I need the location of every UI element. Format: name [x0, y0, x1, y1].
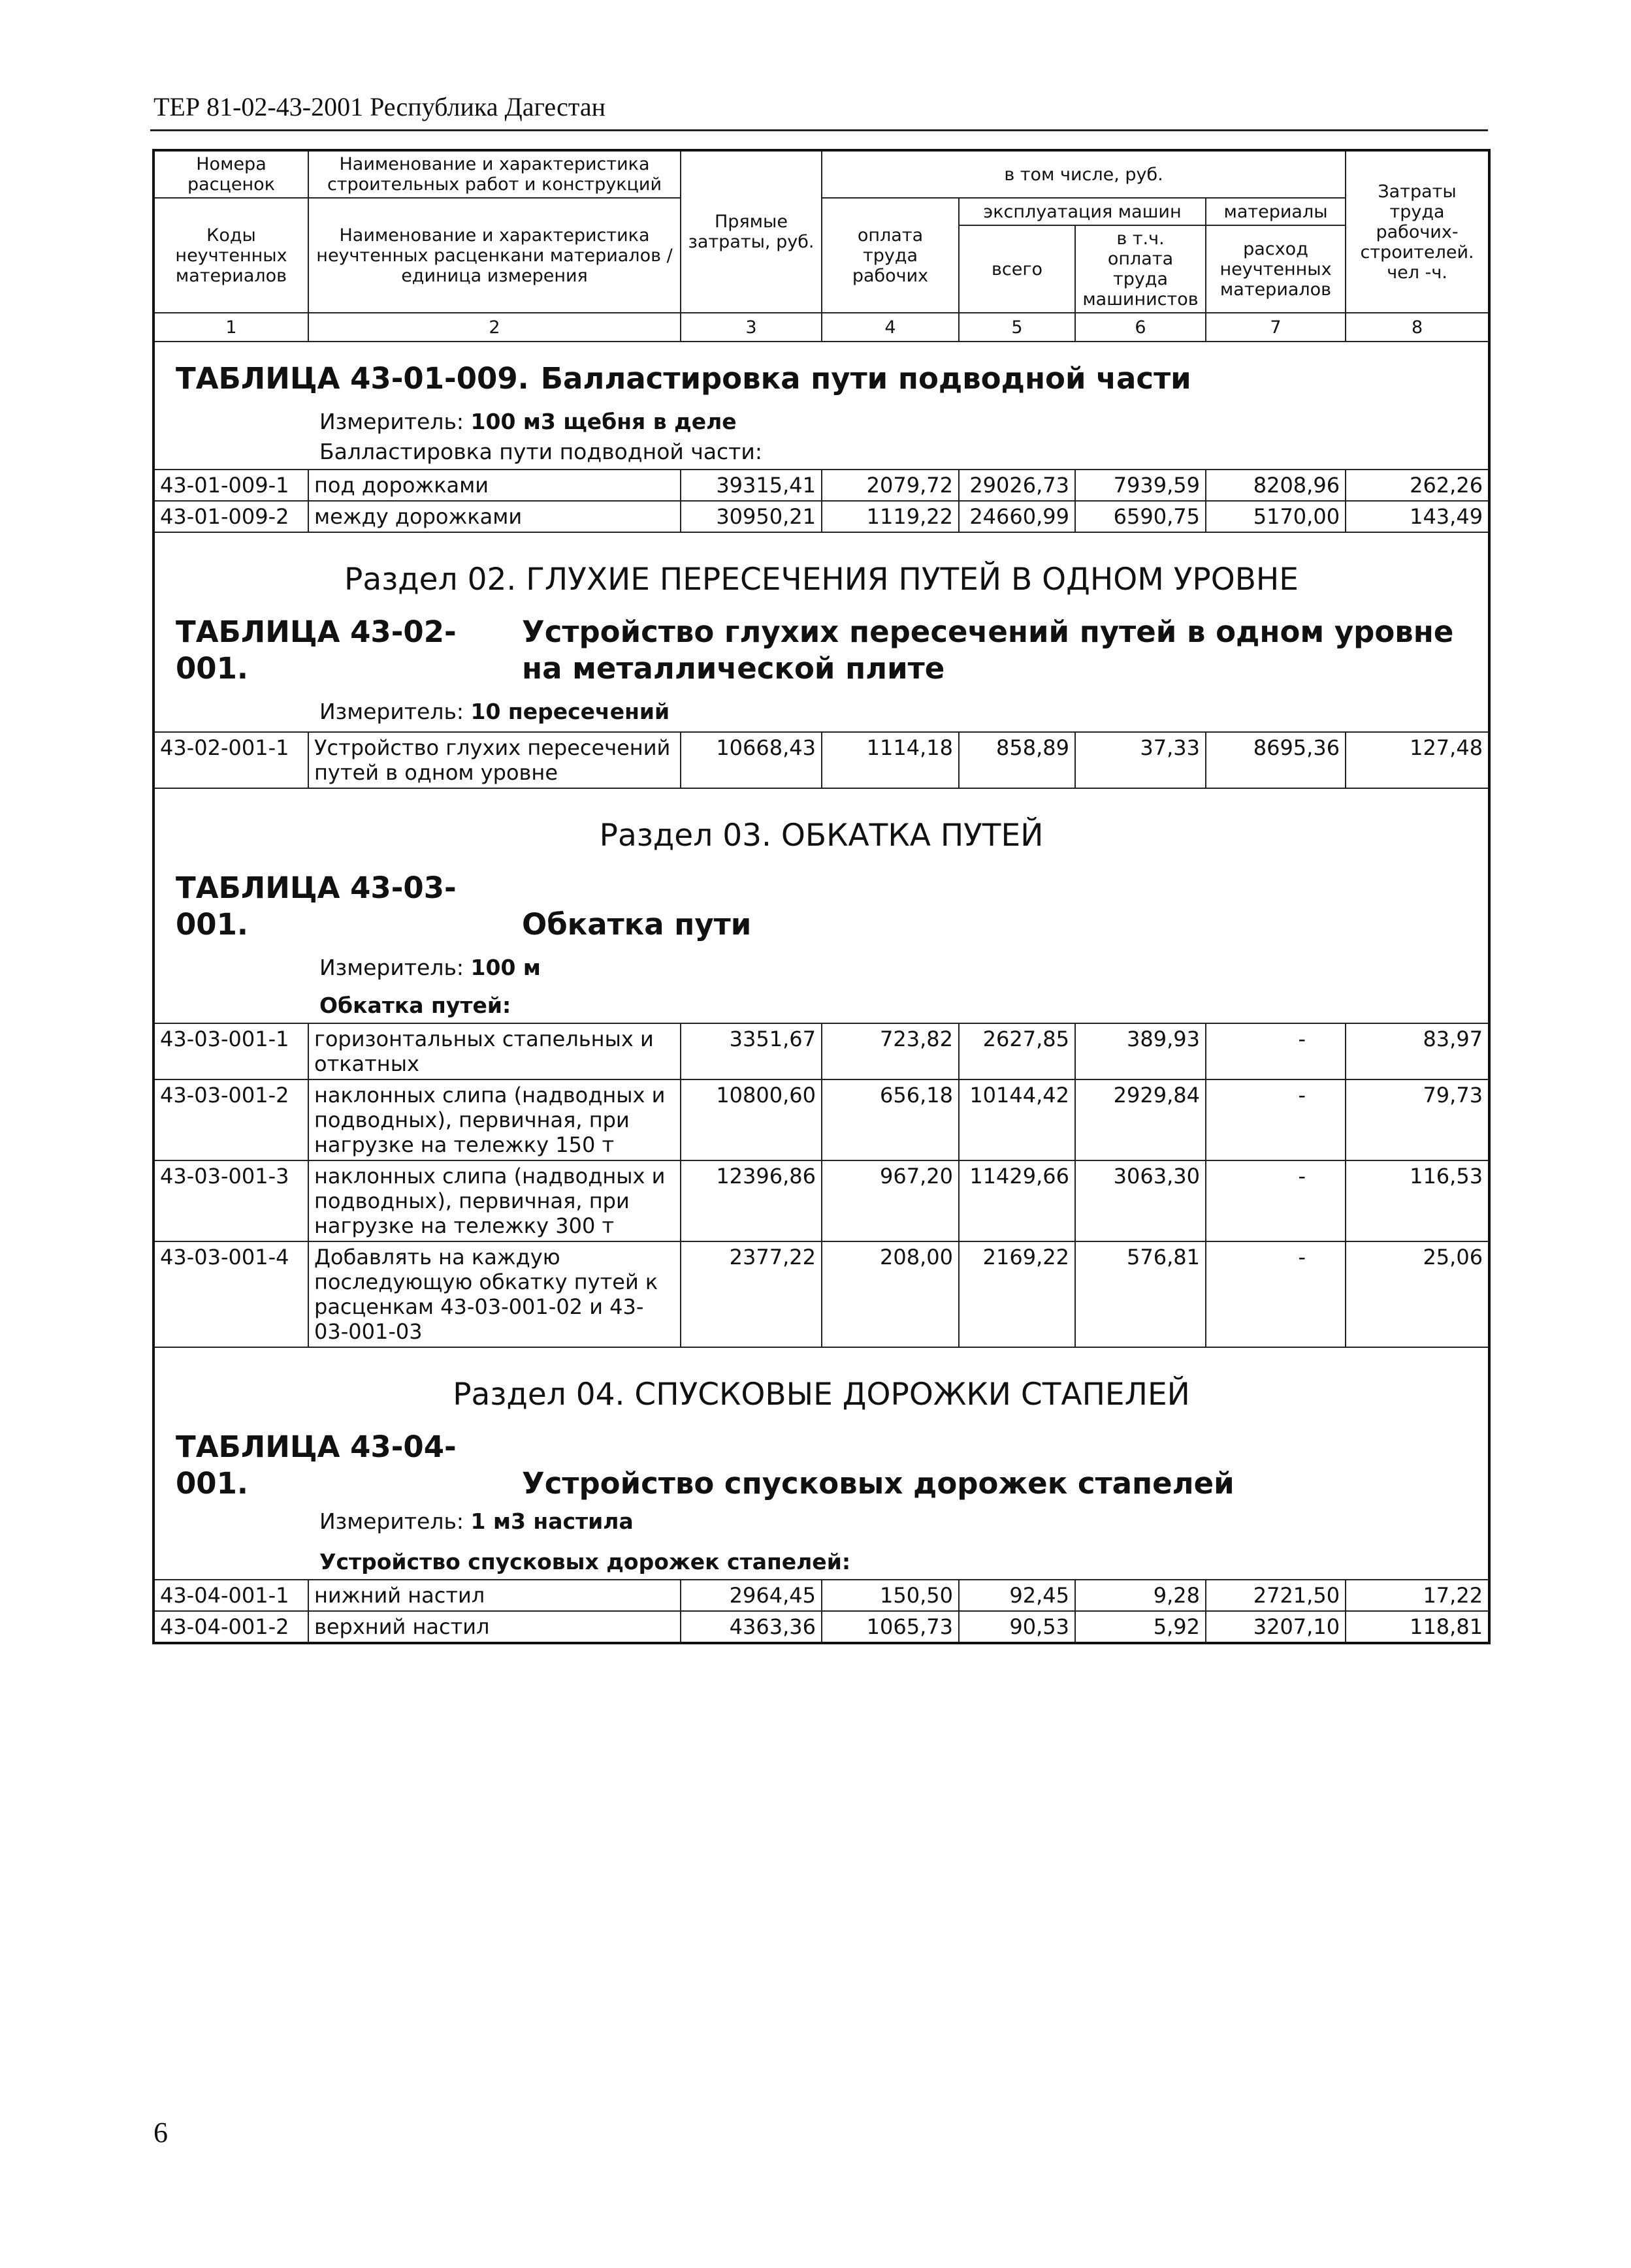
cell-labor: 262,26: [1346, 470, 1489, 501]
table-title: ТАБЛИЦА 43-02-001.Устройство глухих пересечений путей в одном уровне на металлической плите: [176, 615, 1454, 686]
col-num-8: 8: [1346, 313, 1489, 342]
cell-direct: 2377,22: [681, 1241, 822, 1347]
cell-labor: 127,48: [1346, 732, 1489, 788]
cell-direct: 4363,36: [681, 1611, 822, 1643]
col-num-5: 5: [959, 313, 1075, 342]
cell-labor: 25,06: [1346, 1241, 1489, 1347]
table-row: [153, 1611, 1489, 1643]
cell-machinists: 2929,84: [1075, 1079, 1206, 1160]
cell-materials: 5170,00: [1206, 501, 1346, 532]
cell-direct: 30950,21: [681, 501, 822, 532]
measure-unit: Измеритель: 1 м3 настила: [319, 1509, 634, 1534]
section-03-block: [153, 788, 1489, 1023]
row-name: под дорожками: [308, 470, 681, 501]
col-num-7: 7: [1206, 313, 1346, 342]
machines-header: эксплуатация машин: [959, 198, 1206, 225]
cell-direct: 10668,43: [681, 732, 822, 788]
table-row: [153, 1023, 1489, 1079]
cell-direct: 10800,60: [681, 1079, 822, 1160]
cell-direct: 12396,86: [681, 1160, 822, 1241]
section-title: Раздел 03. ОБКАТКА ПУТЕЙ: [599, 818, 1044, 854]
cell-labor: 118,81: [1346, 1611, 1489, 1643]
cell-machines: 2169,22: [959, 1241, 1075, 1347]
materials-header: материалы: [1206, 198, 1346, 225]
page-number: 6: [153, 2116, 168, 2148]
cell-machines: 24660,99: [959, 501, 1075, 532]
table-row: [153, 732, 1489, 788]
col-codes-header: Номера расценок: [153, 150, 308, 198]
cell-machines: 92,45: [959, 1580, 1075, 1611]
cell-direct: 39315,41: [681, 470, 822, 501]
cell-machinists: 37,33: [1075, 732, 1206, 788]
cell-machines: 29026,73: [959, 470, 1075, 501]
row-code: 43-04-001-1: [153, 1580, 308, 1611]
cell-machines: 10144,42: [959, 1079, 1075, 1160]
table-row: [153, 1241, 1489, 1347]
row-code: 43-01-009-1: [153, 470, 308, 501]
cell-materials: -: [1206, 1241, 1346, 1347]
cell-labor: 17,22: [1346, 1580, 1489, 1611]
cell-materials: -: [1206, 1023, 1346, 1079]
cell-wages: 1114,18: [822, 732, 959, 788]
cell-machinists: 576,81: [1075, 1241, 1206, 1347]
cell-wages: 723,82: [822, 1023, 959, 1079]
cell-direct: 3351,67: [681, 1023, 822, 1079]
section-title: Раздел 02. ГЛУХИЕ ПЕРЕСЕЧЕНИЯ ПУТЕЙ В ОДНОМ УРОВНЕ: [344, 562, 1299, 598]
cell-machinists: 3063,30: [1075, 1160, 1206, 1241]
row-name: нижний настил: [308, 1580, 681, 1611]
table-row: [153, 1580, 1489, 1611]
col-material-name-header: Наименование и характеристика неучтенных расценкани материалов / единица измерения: [308, 198, 681, 313]
table-43-01-009-block: [153, 342, 1489, 470]
cell-machinists: 5,92: [1075, 1611, 1206, 1643]
cell-machines: 858,89: [959, 732, 1075, 788]
cell-labor: 83,97: [1346, 1023, 1489, 1079]
cell-direct: 2964,45: [681, 1580, 822, 1611]
table-row: [153, 1079, 1489, 1160]
cell-machines: 2627,85: [959, 1023, 1075, 1079]
col-num-2: 2: [308, 313, 681, 342]
cell-labor: 79,73: [1346, 1079, 1489, 1160]
table-row: [153, 501, 1489, 532]
row-code: 43-03-001-3: [153, 1160, 308, 1241]
col-num-6: 6: [1075, 313, 1206, 342]
col-machines-total-header: всего: [959, 225, 1075, 313]
section-02-block: [153, 532, 1489, 732]
col-material-codes-header: Коды неучтенных материалов: [153, 198, 308, 313]
table-row: [153, 1160, 1489, 1241]
row-name: между дорожками: [308, 501, 681, 532]
cell-machinists: 389,93: [1075, 1023, 1206, 1079]
table-title: ТАБЛИЦА 43-03-001. Обкатка пути: [176, 870, 752, 942]
page-header: ТЕР 81-02-43-2001 Республика Дагестан: [153, 92, 606, 121]
cell-wages: 150,50: [822, 1580, 959, 1611]
cell-materials: 2721,50: [1206, 1580, 1346, 1611]
cell-wages: 1119,22: [822, 501, 959, 532]
col-num-3: 3: [681, 313, 822, 342]
row-code: 43-04-001-2: [153, 1611, 308, 1643]
col-name-header: Наименование и характеристика строительных работ и конструкций: [308, 150, 681, 198]
incl-header: в том числе, руб.: [822, 150, 1346, 198]
col-labor-header: Затраты труда рабочих-строителей. чел -ч.: [1346, 150, 1489, 313]
cell-materials: 3207,10: [1206, 1611, 1346, 1643]
subheading: Балластировка пути подводной части:: [319, 439, 762, 464]
col-wages-header: оплата труда рабочих: [822, 198, 959, 313]
cell-machines: 11429,66: [959, 1160, 1075, 1241]
row-name: наклонных слипа (надводных и подводных), первичная, при нагрузке на тележку 150 т: [308, 1079, 681, 1160]
cell-labor: 116,53: [1346, 1160, 1489, 1241]
row-name: горизонтальных стапельных и откатных: [308, 1023, 681, 1079]
row-name: Добавлять на каждую последующую обкатку путей к расценкам 43-03-001-02 и 43-03-001-03: [308, 1241, 681, 1347]
cell-wages: 2079,72: [822, 470, 959, 501]
subheading: Обкатка путей:: [319, 993, 511, 1018]
row-code: 43-03-001-1: [153, 1023, 308, 1079]
cell-materials: -: [1206, 1160, 1346, 1241]
row-name: Устройство глухих пересечений путей в одном уровне: [308, 732, 681, 788]
cell-labor: 143,49: [1346, 501, 1489, 532]
measure-unit: Измеритель: 10 пересечений: [319, 699, 670, 724]
row-code: 43-02-001-1: [153, 732, 308, 788]
header-rule: [150, 129, 1488, 131]
row-code: 43-03-001-4: [153, 1241, 308, 1347]
table-title: ТАБЛИЦА 43-04-001. Устройство спусковых дорожек стапелей: [176, 1429, 1235, 1501]
cell-materials: 8695,36: [1206, 732, 1346, 788]
cell-machinists: 7939,59: [1075, 470, 1206, 501]
col-direct-costs-header: Прямые затраты, руб.: [681, 150, 822, 313]
cell-materials: -: [1206, 1079, 1346, 1160]
cell-machinists: 6590,75: [1075, 501, 1206, 532]
section-04-block: [153, 1347, 1489, 1580]
cell-wages: 1065,73: [822, 1611, 959, 1643]
row-name: верхний настил: [308, 1611, 681, 1643]
cell-materials: 8208,96: [1206, 470, 1346, 501]
cell-machinists: 9,28: [1075, 1580, 1206, 1611]
table-row: [153, 470, 1489, 501]
row-code: 43-03-001-2: [153, 1079, 308, 1160]
table-title: ТАБЛИЦА 43-01-009. Балластировка пути подводной части: [176, 361, 1191, 396]
measure-unit: Измеритель: 100 м3 щебня в деле: [319, 409, 737, 434]
row-name: наклонных слипа (надводных и подводных), первичная, при нагрузке на тележку 300 т: [308, 1160, 681, 1241]
price-table: [152, 149, 1491, 1644]
cell-wages: 656,18: [822, 1079, 959, 1160]
row-code: 43-01-009-2: [153, 501, 308, 532]
col-materials-header: расход неучтенных материалов: [1206, 225, 1346, 313]
cell-wages: 967,20: [822, 1160, 959, 1241]
col-num-4: 4: [822, 313, 959, 342]
cell-wages: 208,00: [822, 1241, 959, 1347]
col-machinists-header: в т.ч. оплата труда машинистов: [1075, 225, 1206, 313]
section-title: Раздел 04. СПУСКОВЫЕ ДОРОЖКИ СТАПЕЛЕЙ: [453, 1377, 1190, 1413]
cell-machines: 90,53: [959, 1611, 1075, 1643]
col-num-1: 1: [153, 313, 308, 342]
measure-unit: Измеритель: 100 м: [319, 955, 541, 980]
subheading: Устройство спусковых дорожек стапелей:: [319, 1549, 851, 1574]
